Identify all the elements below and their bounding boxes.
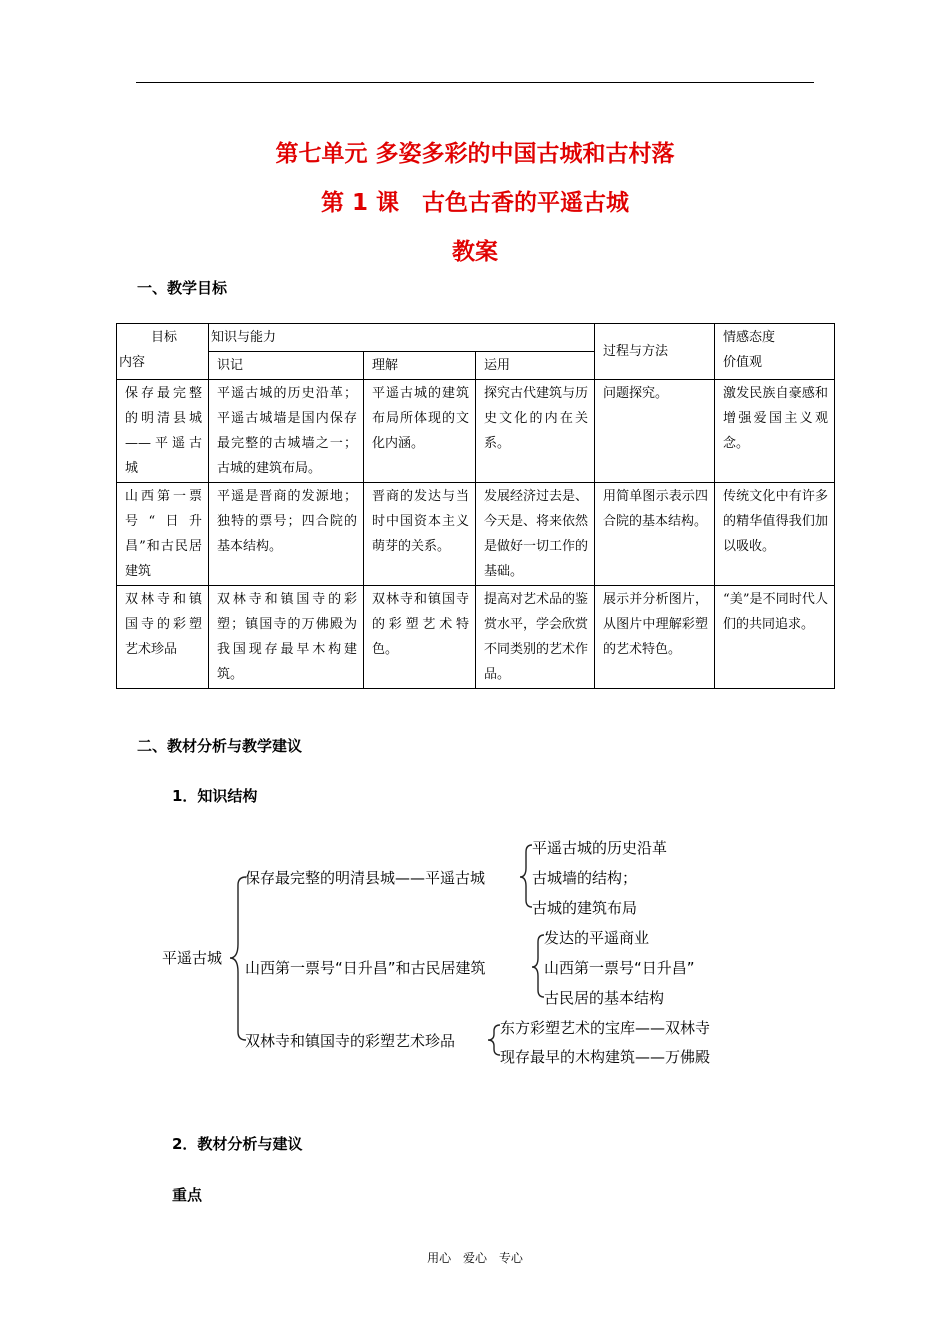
tree-leaf-1-2: 古城墙的结构； bbox=[532, 869, 638, 887]
row1-apply: 探究古代建筑与历史文化的内在关系。 bbox=[476, 380, 595, 483]
footer-word-3: 专心 bbox=[498, 1251, 523, 1265]
row2-recall: 平遥是晋商的发源地；独特的票号；四合院的基本结构。 bbox=[209, 483, 364, 586]
knowledge-structure-heading: 1．知识结构 bbox=[172, 787, 258, 805]
unit-title: 第七单元 多姿多彩的中国古城和古村落 bbox=[275, 141, 675, 167]
row1-process: 问题探究。 bbox=[595, 380, 715, 483]
footer-word-1: 用心 bbox=[427, 1251, 452, 1265]
knowledge-structure-diagram bbox=[160, 832, 760, 1072]
header-recall: 识记 bbox=[209, 352, 364, 380]
row3-content: 双林寺和镇国寺的彩塑艺术珍品 bbox=[117, 586, 209, 689]
tree-leaf-3-1: 东方彩塑艺术的宝库——双林寺 bbox=[500, 1019, 711, 1037]
key-points-heading: 重点 bbox=[172, 1186, 203, 1204]
row3-apply: 提高对艺术品的鉴赏水平，学会欣赏不同类别的艺术作品。 bbox=[476, 586, 595, 689]
table-row bbox=[117, 483, 835, 586]
table-row bbox=[117, 380, 835, 483]
row3-understand: 双林寺和镇国寺的彩塑艺术特色。 bbox=[364, 586, 476, 689]
table-row bbox=[117, 586, 835, 689]
row1-recall: 平遥古城的历史沿革；平遥古城墙是国内保存最完整的古城墙之一；古城的建筑布局。 bbox=[209, 380, 364, 483]
corner-top-label: 目标 bbox=[151, 330, 178, 345]
row3-process: 展示并分析图片，从图片中理解彩塑的艺术特色。 bbox=[595, 586, 715, 689]
section-analysis-heading: 二、教材分析与教学建议 bbox=[137, 737, 303, 755]
row1-understand: 平遥古城的建筑布局所体现的文化内涵。 bbox=[364, 380, 476, 483]
analysis-advice-heading: 2．教材分析与建议 bbox=[172, 1135, 303, 1153]
header-understand: 理解 bbox=[364, 352, 476, 380]
corner-cell bbox=[117, 324, 209, 380]
tree-leaf-2-3: 古民居的基本结构 bbox=[544, 989, 665, 1007]
row3-emotion: “美”是不同时代人们的共同追求。 bbox=[715, 586, 835, 689]
header-emotion-line2: 价值观 bbox=[723, 355, 763, 370]
row2-understand: 晋商的发达与当时中国资本主义萌芽的关系。 bbox=[364, 483, 476, 586]
section-objectives-heading: 一、教学目标 bbox=[137, 279, 228, 297]
tree-root: 平遥古城 bbox=[162, 949, 223, 967]
tree-branch-3: 双林寺和镇国寺的彩塑艺术珍品 bbox=[245, 1032, 456, 1050]
header-knowledge-ability: 知识与能力 bbox=[209, 324, 595, 352]
row1-content: 保存最完整的明清县城——平遥古城 bbox=[117, 380, 209, 483]
row2-process: 用简单图示表示四合院的基本结构。 bbox=[595, 483, 715, 586]
header-emotion bbox=[715, 324, 835, 380]
tree-leaf-1-1: 平遥古城的历史沿革 bbox=[532, 839, 668, 857]
corner-bottom-label: 内容 bbox=[119, 355, 146, 370]
row2-apply: 发展经济过去是、今天是、将来依然是做好一切工作的基础。 bbox=[476, 483, 595, 586]
header-emotion-line1: 情感态度 bbox=[723, 330, 776, 345]
page-footer bbox=[0, 1249, 950, 1266]
tree-leaf-2-1: 发达的平遥商业 bbox=[544, 929, 650, 947]
tree-branch-2: 山西第一票号“日升昌”和古民居建筑 bbox=[245, 959, 486, 977]
doc-kind-title: 教案 bbox=[452, 239, 498, 265]
row2-emotion: 传统文化中有许多的精华值得我们加以吸收。 bbox=[715, 483, 835, 586]
footer-word-2: 爱心 bbox=[462, 1251, 487, 1265]
tree-leaf-1-3: 古城的建筑布局 bbox=[532, 899, 638, 917]
row1-emotion: 激发民族自豪感和增强爱国主义观念。 bbox=[715, 380, 835, 483]
header-apply: 运用 bbox=[476, 352, 595, 380]
tree-leaf-3-2: 现存最早的木构建筑——万佛殿 bbox=[500, 1048, 711, 1066]
row3-recall: 双林寺和镇国寺的彩塑；镇国寺的万佛殿为我国现存最早木构建筑。 bbox=[209, 586, 364, 689]
header-process-method: 过程与方法 bbox=[595, 324, 715, 380]
lesson-title: 第 1 课 古色古香的平遥古城 bbox=[320, 190, 630, 216]
tree-branch-1: 保存最完整的明清县城——平遥古城 bbox=[245, 869, 486, 887]
objectives-table bbox=[116, 323, 835, 689]
row2-content: 山西第一票号“日升昌”和古民居建筑 bbox=[117, 483, 209, 586]
header-rule bbox=[136, 82, 814, 83]
table-header-row bbox=[117, 324, 835, 352]
tree-leaf-2-2: 山西第一票号“日升昌” bbox=[544, 959, 695, 977]
